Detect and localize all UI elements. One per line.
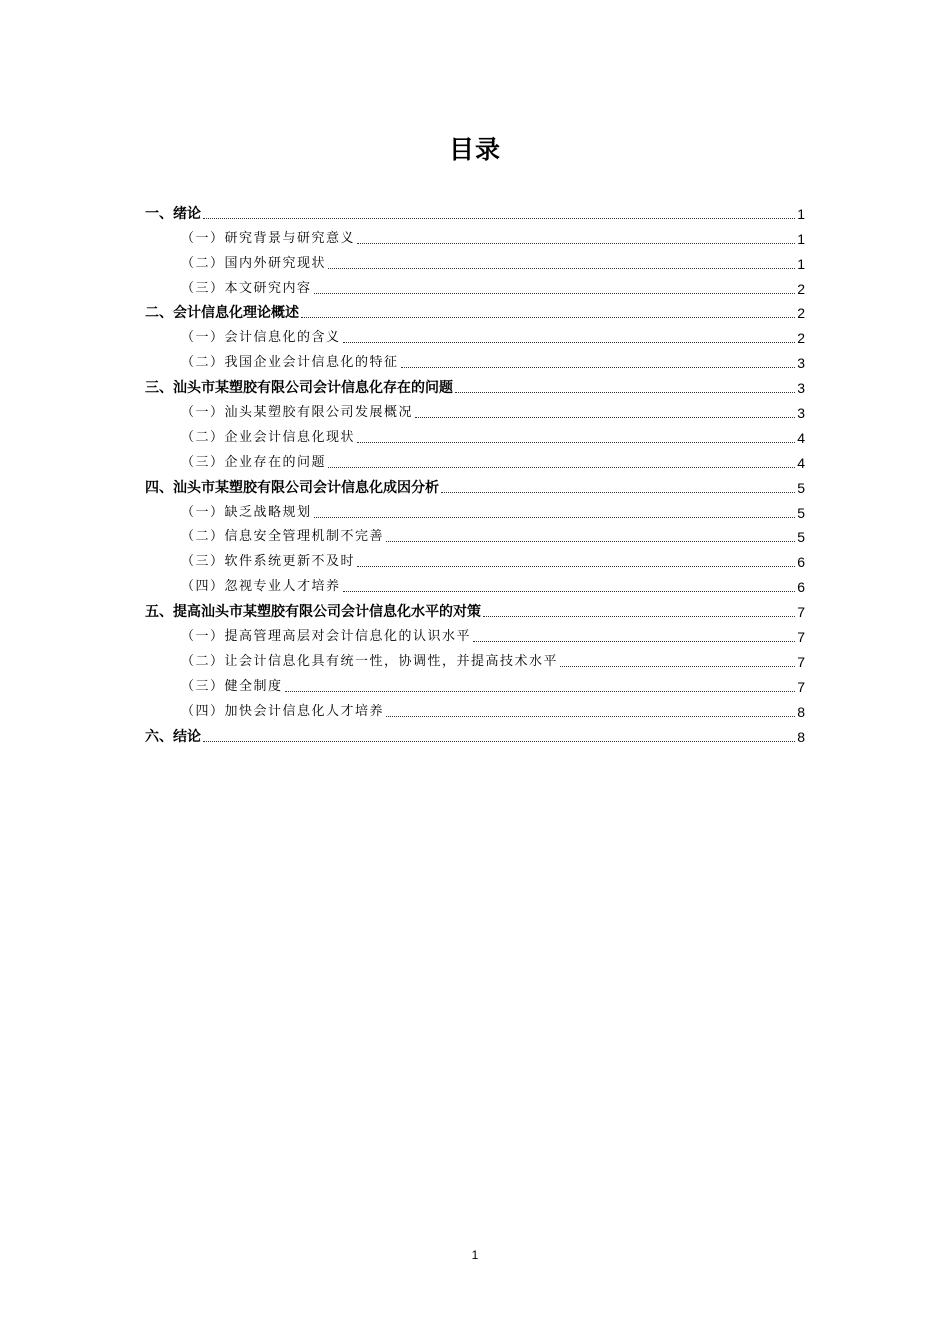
- dot-leader: [386, 715, 795, 717]
- toc-entry-label: （二）让会计信息化具有统一性，协调性，并提高技术水平: [181, 653, 559, 669]
- toc-entry-label: （三）本文研究内容: [181, 280, 312, 296]
- dot-leader: [415, 416, 795, 418]
- toc-entry-section[interactable]: [145, 322, 805, 347]
- dot-leader: [203, 740, 795, 742]
- toc-entry-label: （四）忽视专业人才培养: [181, 579, 341, 595]
- toc-entry-section[interactable]: [145, 497, 805, 522]
- toc-entry-section[interactable]: [145, 546, 805, 571]
- toc-entry-label: （三）软件系统更新不及时: [181, 554, 356, 570]
- toc-entry-page-number: 2: [797, 280, 805, 297]
- toc-entry-label: 五、提高汕头市某塑胶有限公司会计信息化水平的对策: [145, 604, 481, 621]
- dot-leader: [314, 516, 796, 518]
- dot-leader: [314, 292, 796, 294]
- toc-entry-section[interactable]: [145, 397, 805, 422]
- toc-entry-label: 二、会计信息化理论概述: [145, 305, 299, 322]
- toc-entry-chapter[interactable]: [145, 198, 805, 223]
- toc-entry-label: （四）加快会计信息化人才培养: [181, 703, 385, 719]
- toc-entry-page-number: 2: [797, 305, 805, 322]
- dot-leader: [343, 590, 796, 592]
- toc-entry-chapter[interactable]: [145, 596, 805, 621]
- toc-entry-page-number: 3: [797, 355, 805, 372]
- toc-entry-label: 六、结论: [145, 728, 201, 745]
- toc-entry-section[interactable]: [145, 223, 805, 248]
- page-number: 1: [471, 1248, 479, 1262]
- dot-leader: [560, 665, 795, 667]
- toc-entry-page-number: 7: [797, 653, 805, 670]
- toc-entry-section[interactable]: [145, 522, 805, 547]
- toc-entry-section[interactable]: [145, 447, 805, 472]
- toc-entry-label: （一）提高管理高层对会计信息化的认识水平: [181, 629, 472, 645]
- dot-leader: [328, 466, 795, 468]
- toc-entry-section[interactable]: [145, 646, 805, 671]
- toc-entry-section[interactable]: [145, 347, 805, 372]
- toc-entry-label: （二）信息安全管理机制不完善: [181, 529, 385, 545]
- toc-entry-page-number: 1: [797, 230, 805, 247]
- dot-leader: [343, 341, 796, 343]
- toc-entry-label: 一、绪论: [145, 205, 201, 222]
- toc-entry-page-number: 7: [797, 604, 805, 621]
- toc-entry-label: （二）企业会计信息化现状: [181, 429, 356, 445]
- toc-entry-page-number: 4: [797, 454, 805, 471]
- toc-entry-page-number: 8: [797, 703, 805, 720]
- dot-leader: [386, 540, 795, 542]
- dot-leader: [357, 565, 795, 567]
- toc-entry-page-number: 2: [797, 330, 805, 347]
- toc-entry-section[interactable]: [145, 571, 805, 596]
- toc-entry-label: 三、汕头市某塑胶有限公司会计信息化存在的问题: [145, 380, 453, 397]
- dot-leader: [401, 366, 796, 368]
- toc-entry-label: （一）会计信息化的含义: [181, 330, 341, 346]
- toc-entry-page-number: 1: [797, 205, 805, 222]
- dot-leader: [483, 615, 795, 617]
- toc-entry-label: （一）研究背景与研究意义: [181, 230, 356, 246]
- toc-entry-page-number: 3: [797, 405, 805, 422]
- toc-entry-label: （二）我国企业会计信息化的特征: [181, 355, 399, 371]
- toc-entry-page-number: 5: [797, 479, 805, 496]
- toc-entry-label: （二）国内外研究现状: [181, 255, 327, 271]
- dot-leader: [357, 441, 795, 443]
- dot-leader: [357, 242, 795, 244]
- toc-entry-page-number: 7: [797, 678, 805, 695]
- toc-entry-page-number: 3: [797, 380, 805, 397]
- toc-entry-page-number: 7: [797, 629, 805, 646]
- toc-entry-page-number: 4: [797, 429, 805, 446]
- toc-entry-page-number: 5: [797, 529, 805, 546]
- dot-leader: [285, 690, 796, 692]
- toc-entry-page-number: 1: [797, 255, 805, 272]
- dot-leader: [473, 640, 795, 642]
- toc-entry-section[interactable]: [145, 671, 805, 696]
- dot-leader: [441, 491, 795, 493]
- toc-entry-page-number: 6: [797, 554, 805, 571]
- toc-entry-chapter[interactable]: [145, 721, 805, 746]
- dot-leader: [328, 267, 795, 269]
- toc-entry-page-number: 5: [797, 504, 805, 521]
- page-title: 目录: [448, 135, 501, 164]
- dot-leader: [301, 316, 795, 318]
- dot-leader: [203, 217, 795, 219]
- toc-entry-section[interactable]: [145, 422, 805, 447]
- toc-entry-section[interactable]: [145, 621, 805, 646]
- toc-entry-page-number: 8: [797, 728, 805, 745]
- toc-entry-section[interactable]: [145, 248, 805, 273]
- toc-entry-chapter[interactable]: [145, 472, 805, 497]
- toc-entry-label: （一）缺乏战略规划: [181, 504, 312, 520]
- toc-entry-label: （三）健全制度: [181, 678, 283, 694]
- toc-entry-chapter[interactable]: [145, 298, 805, 323]
- toc-entry-label: （一）汕头某塑胶有限公司发展概况: [181, 405, 414, 421]
- toc-entry-chapter[interactable]: [145, 372, 805, 397]
- toc-entry-section[interactable]: [145, 273, 805, 298]
- toc-entry-label: （三）企业存在的问题: [181, 454, 327, 470]
- table-of-contents: [145, 198, 805, 746]
- toc-entry-label: 四、汕头市某塑胶有限公司会计信息化成因分析: [145, 479, 439, 496]
- dot-leader: [455, 391, 795, 393]
- toc-entry-section[interactable]: [145, 696, 805, 721]
- toc-entry-page-number: 6: [797, 579, 805, 596]
